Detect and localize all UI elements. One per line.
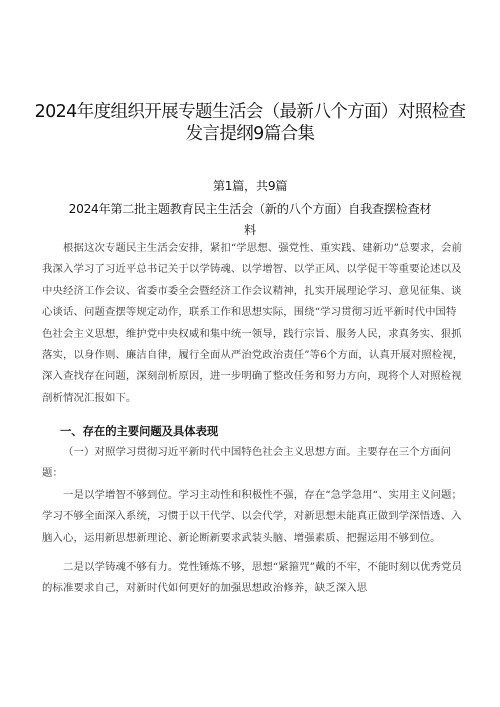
subtitle-line-1: 2024年第二批主题教育民主生活会（新的八个方面）自我查摆检查材 (68, 202, 432, 216)
section-heading: 一、存在的主要问题及具体表现 (60, 425, 219, 438)
intro-paragraph (42, 238, 467, 409)
subtitle-line-2: 料 (244, 223, 256, 237)
document-title-line-2: 发言提纲9篇合集 (185, 124, 315, 144)
part-label: 第1篇，共9篇 (212, 179, 288, 193)
subsection-paragraph: （一）对照学习贯彻习近平新时代中国特色社会主义思想方面。主要存在三个方面问题： (42, 446, 452, 480)
point-two-paragraph: 二是以学铸魂不够有力。党性锤炼不够，思想“紧箍咒”戴的不牢，不能时刻以优秀党员的标准要求自己，对新时代如何更好的加强思想政治修养，缺乏深入思 (42, 561, 462, 595)
document-title-line-1: 2024年度组织开展专题生活会（最新八个方面）对照检查 (34, 102, 466, 122)
point-one-paragraph: 一是以学增智不够到位。学习主动性和积极性不强，存在“急学急用“、实用主义问题；学习不够全面深入系统，习惯于以干代学、以会代学，对新思想未能真正做到学深悟透、入脑入心，运用新思想新理论、新论断新要求武装头脑、增强素质、把握运用不够到位。 (42, 488, 462, 544)
section-body (42, 442, 467, 600)
intro-text: 根据这次专题民主生活会安排，紧扣“学思想、强党性、重实践、建新功”总要求，会前我深入学习了习近平总书记关于以学铸魂、以学增智、以学正风、以学促干等重要论述以及中央经济工作会议、省委市委全会暨经济工作会议精神，扎实开展理论学习、意见征集、谈心谈话、问题查摆等规定动作，联系工作和思想实际，围绕“学习贯彻习近平新时代中国特色社会主义思想，维护党中央权威和集中统一领导，践行宗旨、服务人民，求真务实、狠抓落实，以身作则、廉洁自律，履行全面从严治党政治责任”等6个方面，认真开展对照检视，深入查找存在问题，深刻剖析原因，进一步明确了整改任务和努力方向，现将个人对照检视剖析情况汇报如下。 (42, 242, 464, 404)
